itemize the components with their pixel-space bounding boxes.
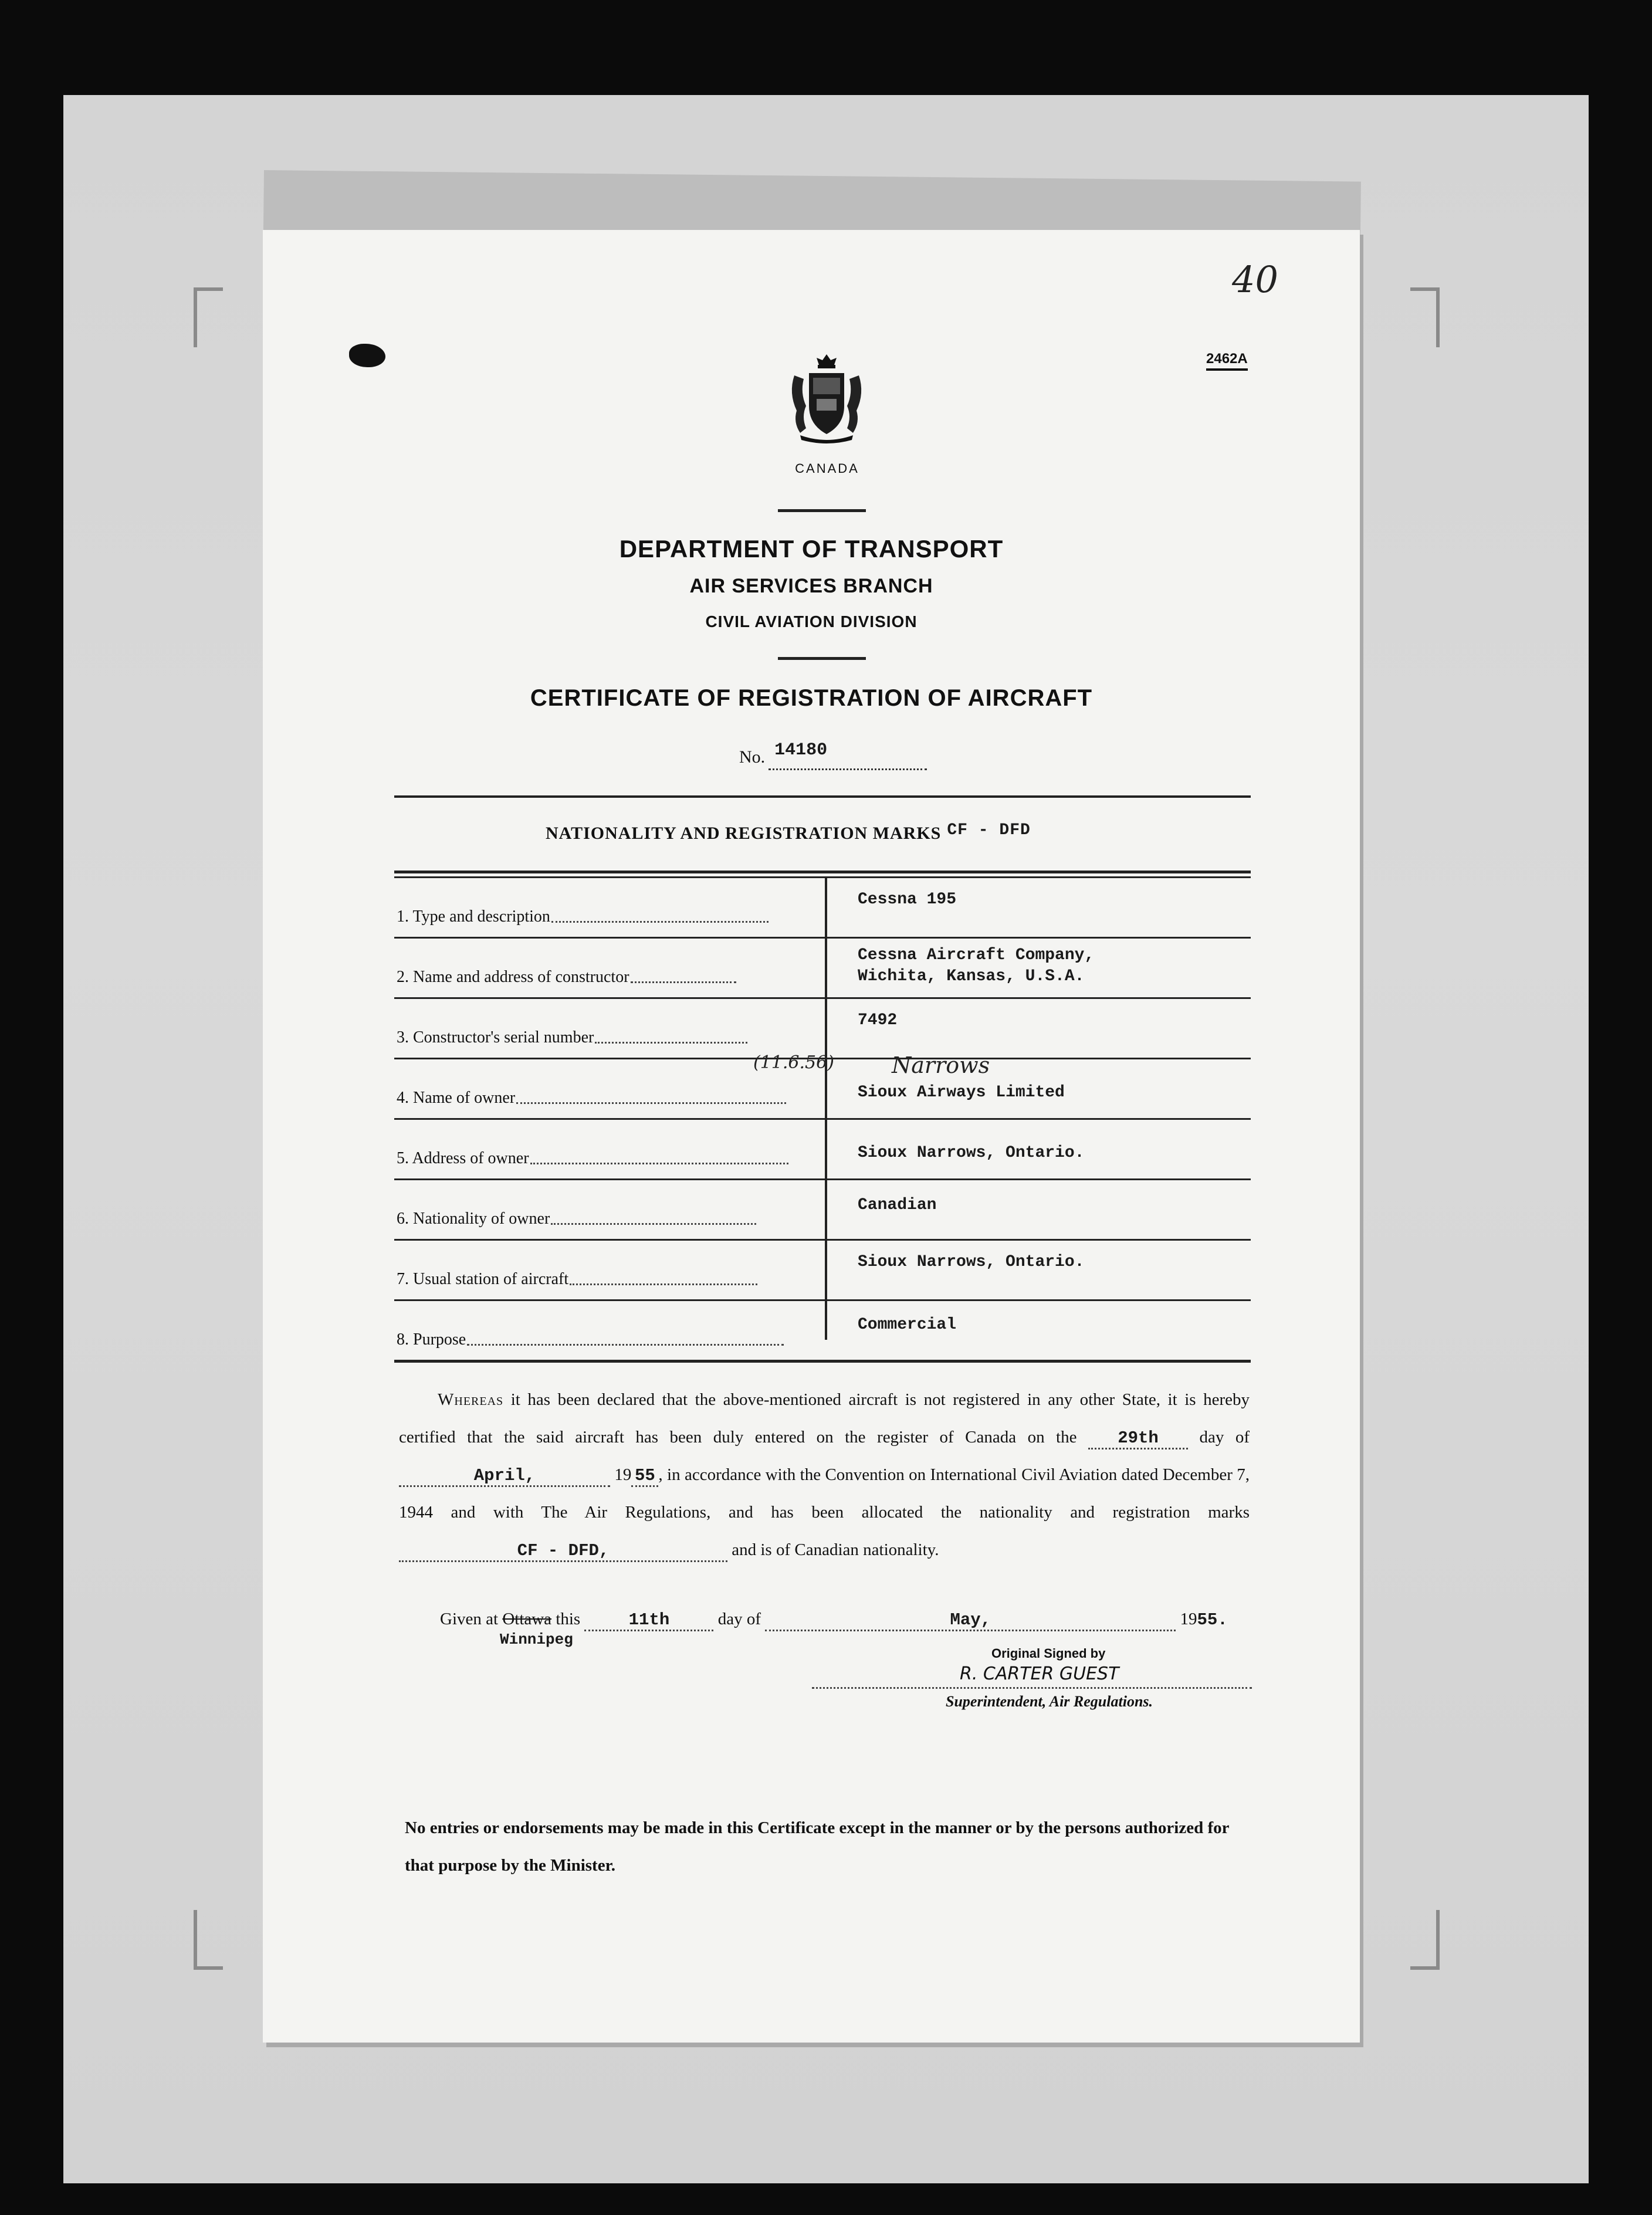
given-month: May,: [950, 1610, 991, 1630]
crest-label: CANADA: [795, 461, 859, 476]
given-place-new: Winnipeg: [500, 1631, 573, 1648]
certificate-number-label: No.: [739, 747, 766, 767]
handwritten-page-number: 40: [1232, 258, 1278, 301]
department-heading: DEPARTMENT OF TRANSPORT: [619, 535, 1004, 563]
row-value: Sioux Airways Limited: [858, 1083, 1065, 1102]
whereas-word: Whereas: [438, 1390, 504, 1409]
row-value: Cessna 195: [858, 890, 957, 909]
given-year-prefix: 19: [1180, 1610, 1197, 1628]
division-heading: CIVIL AVIATION DIVISION: [705, 612, 918, 631]
certificate-title: CERTIFICATE OF REGISTRATION OF AIRCRAFT: [530, 685, 1093, 711]
table-row: [394, 1299, 1251, 1363]
corner-bracket-top-right: [1410, 287, 1440, 347]
handwritten-insertion-note: Narrows: [892, 1052, 990, 1078]
registration-marks-value: CF - DFD,: [517, 1541, 610, 1560]
original-signed-stamp: Original Signed by: [991, 1646, 1106, 1661]
row-value: Canadian: [858, 1196, 937, 1214]
form-number: 2462A: [1206, 351, 1248, 371]
row-label: 7. Usual station of aircraft: [397, 1270, 569, 1288]
handwritten-date-note: (11.6.56): [753, 1052, 834, 1073]
row-value: 7492: [858, 1011, 898, 1029]
row-label: 6. Nationality of owner: [397, 1210, 550, 1228]
branch-heading: AIR SERVICES BRANCH: [689, 575, 933, 597]
body-text-3: and is of Canadian nationality.: [732, 1540, 939, 1559]
table-row: [394, 876, 1251, 939]
certificate-number: [739, 740, 927, 770]
corner-bracket-top-left: [194, 287, 223, 347]
footer-notice: No entries or endorsements may be made in this Certificate except in the manner or by the persons authorized for that purpose by the Minister.: [405, 1818, 1229, 1875]
certificate-body-paragraph: [399, 1381, 1250, 1569]
row-label: 2. Name and address of constructor: [397, 968, 629, 986]
divider-middle: [778, 657, 866, 660]
registration-year: 55: [634, 1466, 655, 1485]
divider-top: [778, 509, 866, 512]
corner-bracket-bottom-right: [1410, 1910, 1440, 1970]
body-text-1: it has been declared that the above-mentioned aircraft is not registered in any other State, it is hereby certified that the said aircraft has been duly entered on the register of Canada on the: [399, 1390, 1250, 1447]
row-label: 4. Name of owner: [397, 1089, 516, 1107]
row-value: Commercial: [858, 1316, 957, 1334]
punch-hole-mark: [349, 344, 385, 367]
given-place-struck: Ottawa: [502, 1610, 552, 1628]
table-row: [394, 997, 1251, 1059]
body-text-2: , in accordance with the Convention on International Civil Aviation dated December 7, 1944 and with The Air Regulations, and has been allocated the nationality and registration marks: [399, 1465, 1250, 1522]
row-value-line2: Wichita, Kansas, U.S.A.: [858, 967, 1085, 985]
signatory-name: R. CARTER GUEST: [960, 1664, 1119, 1684]
year-prefix: 19: [614, 1465, 632, 1484]
table-top-rule: [394, 871, 1251, 873]
given-day: 11th: [628, 1610, 670, 1630]
nationality-value: CF - DFD: [947, 821, 1031, 839]
given-year: 55.: [1197, 1610, 1228, 1630]
registration-day: 29th: [1118, 1428, 1159, 1448]
rule-above-nationality: [394, 795, 1251, 798]
corner-bracket-bottom-left: [194, 1910, 223, 1970]
given-line: [440, 1610, 1228, 1631]
signature-line: [812, 1684, 1252, 1689]
table-row: [394, 1178, 1251, 1241]
given-at-label: Given at: [440, 1610, 499, 1628]
signatory-title: Superintendent, Air Regulations.: [946, 1693, 1153, 1710]
row-value: Sioux Narrows, Ontario.: [858, 1253, 1085, 1271]
table-row: [394, 937, 1251, 999]
registration-month: April,: [473, 1466, 536, 1485]
table-row: [394, 1239, 1251, 1301]
nationality-line: [546, 821, 1031, 844]
given-this-label: this: [556, 1610, 581, 1628]
certificate-number-value: 14180: [774, 740, 828, 760]
row-label: 8. Purpose: [397, 1330, 466, 1349]
row-label: 5. Address of owner: [397, 1149, 529, 1167]
given-day-of-label: day of: [717, 1610, 761, 1628]
row-label: 3. Constructor's serial number: [397, 1028, 594, 1046]
canada-coat-of-arms-icon: [783, 352, 871, 446]
row-value: Sioux Narrows, Ontario.: [858, 1144, 1085, 1162]
nationality-label: NATIONALITY AND REGISTRATION MARKS: [546, 824, 942, 843]
table-row: [394, 1118, 1251, 1180]
body-day-of: day of: [1199, 1428, 1250, 1447]
row-value: Cessna Aircraft Company,: [858, 946, 1095, 964]
row-label: 1. Type and description: [397, 907, 550, 926]
